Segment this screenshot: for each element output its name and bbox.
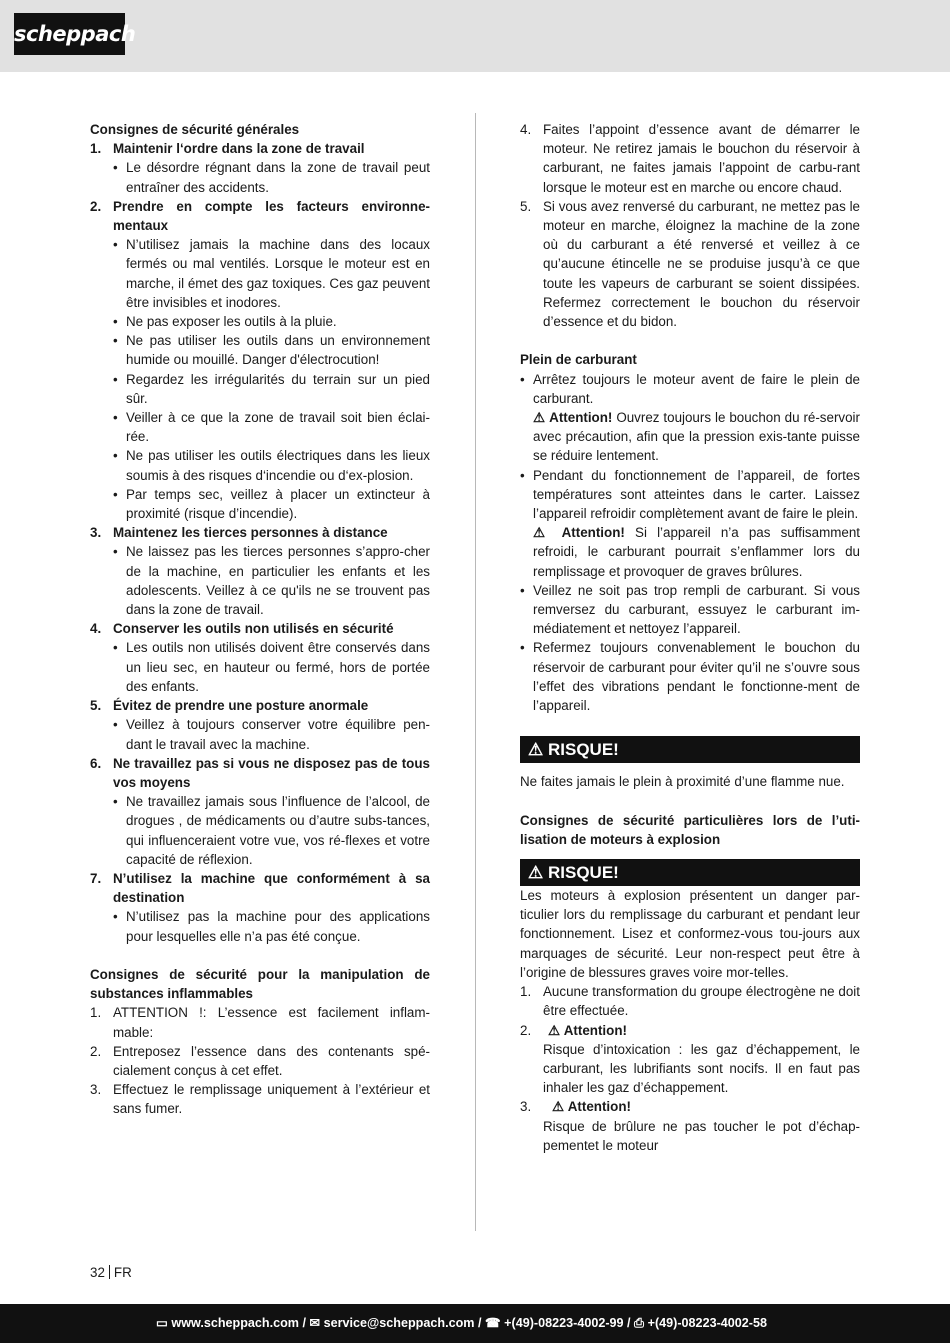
phone-icon: ☎ — [484, 1316, 501, 1330]
page-number: 32 FR — [90, 1265, 132, 1280]
bullet-icon: • — [113, 794, 118, 810]
bullet-icon: • — [113, 486, 118, 502]
risk-banner: ⚠ RISQUE! — [520, 859, 860, 886]
bullet-item: • Ne laissez pas les tierces personnes s’appro-cher de la machine, en particulier les enfants et les adolescents. Veillez à ce qu'ils ne se trouvent pas dans la zone de travail. — [113, 544, 430, 618]
bullet-item: • Pendant du fonctionnement de l’appareil, de fortes températures sont atteintes dans le carter. Laissez l’appareil refroidir complètement avant de faire le plein. — [520, 467, 860, 522]
risk-text: Les moteurs à explosion présentent un danger par-ticulier lors du remplissage du carburant et pendant leur fonctionnement. Lisez et conformez-vous tou-jours aux marquages de sécurité. Leur non-respect peut être à l’origine de blessures graves voire mor-telles. — [520, 888, 860, 980]
bullet-item: • Les outils non utilisés doivent être conservés dans un lieu sec, en hauteur ou fermé, hors de portée des enfants. — [113, 640, 430, 694]
warning-icon: ⚠ — [533, 410, 546, 426]
warning-icon: ⚠ — [528, 740, 544, 760]
bullet-icon: • — [520, 640, 525, 656]
computer-icon: ▭ — [156, 1316, 168, 1330]
bullet-item: • Refermez toujours convenablement le bouchon du réservoir de carburant pour éviter qu’il ne s’ouvre sous l’effet des vibrations pendant le fonctionne-ment de l’appareil. — [520, 640, 860, 714]
bullet-icon: • — [113, 717, 118, 733]
section-title-engines: Consignes de sécurité particulières lors de l’uti-lisation de moteurs à explosion — [520, 812, 860, 847]
bullet-item: • Veillez à toujours conserver votre équilibre pen-dant le travail avec la machine. — [113, 717, 430, 752]
bullet-item: • N’utilisez jamais la machine dans des locaux fermés ou mal ventilés. Lorsque le moteur est en marche, il émet des gaz toxiques. Ces gaz peuvent être invisibles et inodores. — [113, 237, 430, 310]
section-title-general: Consignes de sécurité générales — [90, 122, 300, 137]
fax-icon: ⎙ — [634, 1316, 645, 1330]
bullet-item: • Veiller à ce que la zone de travail soit bien éclai-rée. — [113, 410, 430, 445]
bullet-icon: • — [520, 371, 525, 387]
bullet-icon: • — [113, 544, 118, 560]
phone-number: +(49)-08223-4002-99 / — [504, 1316, 631, 1330]
numbered-heading: 5. Évitez de prendre une posture anormale — [90, 698, 369, 714]
mail-icon: ✉ — [309, 1316, 321, 1330]
numbered-item: 4. Faites l’appoint d’essence avant de démarrer le moteur. Ne retirez jamais le bouchon du réservoir à carburant, ne faites jamais l’appoint de carbu-rant lorsque le moteur est en marche ou encore chaud. — [520, 122, 860, 195]
bullet-icon: • — [113, 160, 118, 176]
column-divider — [475, 113, 476, 1231]
numbered-item: 2. ⚠ Attention! Risque d’intoxication : les gaz d’échappement, le carburant, les lubrifiants sont nocifs. Il en faut pas inhaler les gaz d’échappement. — [520, 1022, 860, 1096]
bullet-item: • Le désordre régnant dans la zone de travail peut entraîner des accidents. — [113, 160, 430, 195]
warning-icon: ⚠ — [528, 863, 544, 883]
bullet-item: • Ne travaillez jamais sous l’influence de l’alcool, de drogues , de médicaments ou d’autre subs-tances, qui influenceraient votre vue, vos ré-flexes et votre capacité de réflexion. — [113, 794, 430, 867]
page-header — [0, 0, 950, 72]
bullet-icon: • — [113, 333, 118, 349]
bullet-icon: • — [113, 640, 118, 656]
attention-note: ⚠ Attention! Si l’appareil n’a pas suffisamment refroidi, le carburant pourrait s’enflammer lors du remplissage et provoquer de graves brûlures. — [533, 525, 860, 579]
bullet-icon: • — [113, 237, 118, 253]
risk-banner: ⚠ RISQUE! — [520, 736, 860, 763]
risk-text: Ne faites jamais le plein à proximité d’une flamme nue. — [520, 774, 845, 790]
numbered-heading: 7. N’utilisez la machine que conformément à sa destination — [90, 870, 430, 906]
numbered-heading: 1. Maintenir l‘ordre dans la zone de travail — [90, 141, 365, 157]
bullet-icon: • — [113, 410, 118, 426]
numbered-heading: 3. Maintenez les tierces personnes à distance — [90, 525, 388, 541]
numbered-item: 2. Entreposez l’essence dans des contenants spé-cialement conçus à cet effet. — [90, 1043, 430, 1078]
warning-icon: ⚠ — [533, 525, 552, 541]
email-link[interactable]: service@scheppach.com / — [323, 1316, 482, 1330]
numbered-heading: 4. Conserver les outils non utilisés en sécurité — [90, 621, 394, 637]
numbered-heading: 2. Prendre en compte les facteurs environne-mentaux — [90, 198, 430, 234]
left-column — [90, 120, 430, 1119]
contact-line — [156, 1304, 767, 1343]
bullet-item: • Ne pas utiliser les outils électriques dans les lieux soumis à des risques d‘incendie ou d‘ex-plosion. — [113, 448, 430, 483]
fax-number: +(49)-08223-4002-58 — [647, 1316, 767, 1330]
bullet-item: • Ne pas utiliser les outils dans un environnement humide ou mouillé. Danger d'électrocution! — [113, 333, 430, 368]
attention-note: ⚠ Attention! Ouvrez toujours le bouchon du ré-servoir avec précaution, afin que la pression exis-tante puisse se réduire lentement. — [533, 410, 860, 464]
bullet-item: • Veillez ne soit pas trop rempli de carburant. Si vous remversez du carburant, essuyez le carburant im-médiatement et nettoyez l’appareil. — [520, 582, 860, 637]
bullet-item: • Par temps sec, veillez à placer un extincteur à proximité (risque d’incendie). — [113, 486, 430, 522]
bullet-item: • Regardez les irrégularités du terrain sur un pied sûr. — [113, 371, 430, 406]
bullet-item: • N’utilisez pas la machine pour des applications pour lesquelles elle n’a pas été conçue. — [113, 909, 430, 944]
bullet-item: • Arrêtez toujours le moteur avent de faire le plein de carburant. — [520, 371, 860, 406]
bullet-item: • Ne pas exposer les outils à la pluie. — [90, 312, 430, 331]
section-title-flammable: Consignes de sécurité pour la manipulation de substances inflammables — [90, 966, 430, 1002]
scheppach-logo: scheppach — [14, 13, 125, 55]
page-footer — [0, 1304, 950, 1343]
warning-icon: ⚠ — [552, 1099, 565, 1115]
bullet-icon: • — [113, 314, 118, 330]
numbered-item: 1. Aucune transformation du groupe électrogène ne doit être effectuée. — [520, 984, 860, 1019]
bullet-icon: • — [113, 909, 118, 925]
numbered-item: 5. Si vous avez renversé du carburant, ne mettez pas le moteur en marche, éloignez la machine de la zone où du carburant a été renversé et veillez à ce qu’aucune étincelle ne se produise jusqu’à ce que toute les vapeurs de carburant se soient dissipées. Refermez correctement le bouchon du réservoir d’essence et du bidon. — [520, 198, 860, 330]
bullet-icon: • — [520, 467, 525, 483]
numbered-item: 1. ATTENTION !: L’essence est facilement inflam-mable: — [90, 1005, 430, 1040]
website-link[interactable]: www.scheppach.com / — [171, 1316, 307, 1330]
numbered-item: 3. ⚠ Attention! Risque de brûlure ne pas toucher le pot d’échap-pementet le moteur — [520, 1099, 860, 1153]
bullet-icon: • — [113, 448, 118, 464]
bullet-icon: • — [520, 582, 525, 598]
bullet-icon: • — [113, 371, 118, 387]
numbered-heading: 6. Ne travaillez pas si vous ne disposez pas de tous vos moyens — [90, 755, 430, 790]
page-separator — [109, 1265, 110, 1279]
section-title-fuel: Plein de carburant — [520, 352, 637, 368]
right-column — [520, 120, 860, 1155]
warning-icon: ⚠ — [548, 1022, 561, 1038]
numbered-item: 3. Effectuez le remplissage uniquement à l’extérieur et sans fumer. — [90, 1082, 430, 1117]
